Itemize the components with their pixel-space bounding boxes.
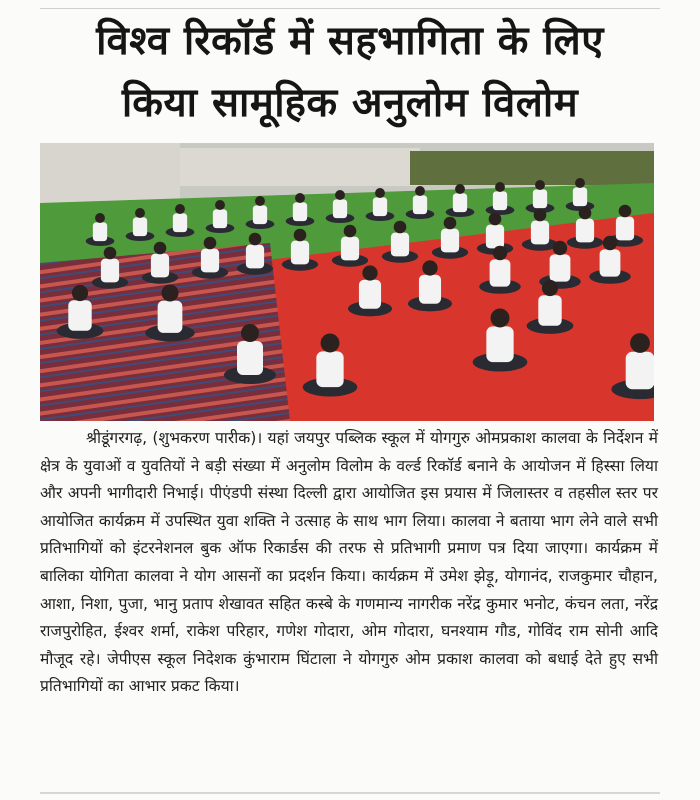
headline-line-1: विश्व रिकॉर्ड में सहभागिता के लिए bbox=[96, 18, 604, 64]
top-rule bbox=[40, 8, 660, 9]
article-body bbox=[40, 425, 658, 701]
news-photo bbox=[40, 143, 654, 421]
article-byline: श्रीडूंगरगढ़, (शुभकरण पारीक)। bbox=[86, 429, 263, 447]
article-text: यहां जयपुर पब्लिक स्कूल में योगगुरु ओमप्रकाश कालवा के निर्देशन में क्षेत्र के युवाओं व युवतियों ने बड़ी संख्या में अनुलोम विलोम के वर्ल्ड रिकॉर्ड बनाने के आयोजन में हिस्सा लिया और अपनी भागीदारी निभाई। पीएंडपी संस्था दिल्ली द्वारा आयोजित इस प्रयास में जिलास्तर व तहसील स्तर पर आयोजित कार्यक्रम में उपस्थित युवा शक्ति ने उत्साह के साथ भाग लिया। कालवा ने बताया भाग लेने वाले सभी प्रतिभागियों को इंटरनेशनल बुक ऑफ रिकार्डस की तरफ से प्रतिभागी प्रमाण पत्र दिया जाएगा। कार्यक्रम में बालिका योगिता कालवा ने योग आसनों का प्रदर्शन किया। कार्यक्रम में उमेश झेड़ू, योगानंद, राजकुमार चौहान, आशा, निशा, पुजा, भानु प्रताप शेखावत सहित कस्बे के गणमान्य नागरीक नरेंद्र कुमार भनोट, कंचन लता, नरेंद्र राजपुरोहित, ईश्वर शर्मा, राकेश परिहार, गणेश गोदारा, ओम गोदारा, घनश्याम गौड, गोविंद राम सोनी आदि मौजूद रहे। जेपीएस स्कूल निदेशक कुंभाराम घिंटाला ने योगगुरु ओम प्रकाश कालवा को बधाई देते हुए सभी प्रतिभागियों का आभार प्रकट किया। bbox=[40, 429, 658, 696]
trees bbox=[410, 151, 654, 185]
bottom-rule bbox=[40, 792, 660, 794]
far-wall bbox=[180, 148, 420, 186]
building-wall bbox=[40, 143, 180, 203]
yoga-event-photo bbox=[40, 143, 654, 421]
headline bbox=[20, 10, 680, 134]
headline-line-2: किया सामूहिक अनुलोम विलोम bbox=[121, 80, 579, 126]
